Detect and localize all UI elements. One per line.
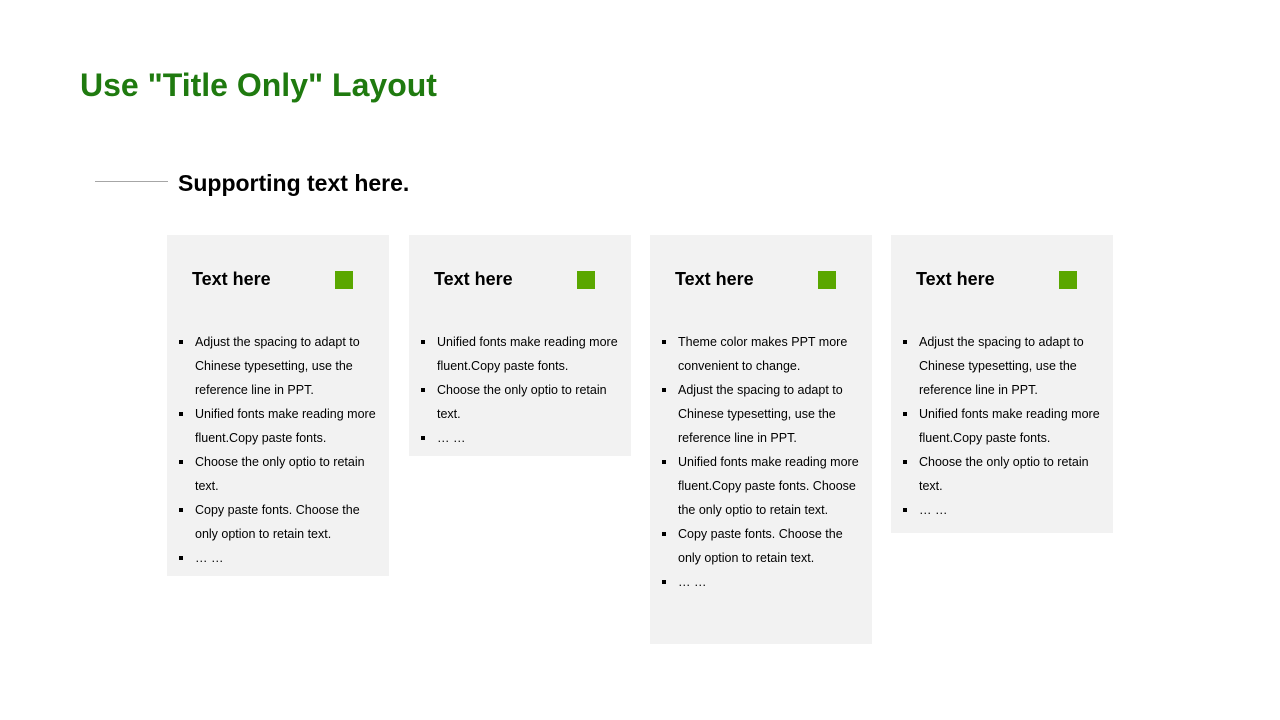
content-card-4[interactable]	[891, 235, 1113, 533]
accent-square-icon	[818, 271, 836, 289]
bullet-icon	[179, 340, 183, 344]
bullet-icon	[903, 340, 907, 344]
card-heading[interactable]: Text here	[916, 269, 995, 289]
content-card-1[interactable]	[167, 235, 389, 576]
list-item[interactable]: Choose the only optio to retain text.	[419, 378, 625, 426]
card-heading[interactable]: Text here	[192, 269, 271, 289]
bullet-icon	[421, 436, 425, 440]
list-item[interactable]: … …	[660, 570, 866, 594]
bullet-icon	[179, 460, 183, 464]
bullet-icon	[662, 532, 666, 536]
list-item[interactable]: … …	[901, 498, 1107, 522]
list-item[interactable]: Copy paste fonts. Choose the only option to retain text.	[660, 522, 866, 570]
slide-title[interactable]: Use "Title Only" Layout	[80, 67, 437, 103]
bullet-list	[177, 330, 383, 570]
list-item[interactable]: Unified fonts make reading more fluent.Copy paste fonts.	[901, 402, 1107, 450]
card-heading[interactable]: Text here	[434, 269, 513, 289]
list-item[interactable]: Unified fonts make reading more fluent.Copy paste fonts.	[419, 330, 625, 378]
bullet-list	[419, 330, 625, 450]
list-item[interactable]: Adjust the spacing to adapt to Chinese typesetting, use the reference line in PPT.	[901, 330, 1107, 402]
bullet-icon	[662, 340, 666, 344]
list-item[interactable]: Adjust the spacing to adapt to Chinese typesetting, use the reference line in PPT.	[177, 330, 383, 402]
bullet-icon	[421, 340, 425, 344]
list-item[interactable]: Choose the only optio to retain text.	[177, 450, 383, 498]
bullet-icon	[903, 460, 907, 464]
accent-square-icon	[1059, 271, 1077, 289]
content-card-3[interactable]	[650, 235, 872, 644]
list-item[interactable]: Theme color makes PPT more convenient to change.	[660, 330, 866, 378]
content-card-2[interactable]	[409, 235, 631, 456]
bullet-icon	[903, 508, 907, 512]
accent-square-icon	[335, 271, 353, 289]
bullet-list	[901, 330, 1107, 522]
bullet-icon	[662, 580, 666, 584]
subtitle-divider-line	[95, 181, 168, 182]
card-heading[interactable]: Text here	[675, 269, 754, 289]
bullet-list	[660, 330, 866, 594]
bullet-icon	[662, 388, 666, 392]
bullet-icon	[179, 556, 183, 560]
list-item[interactable]: Choose the only optio to retain text.	[901, 450, 1107, 498]
bullet-icon	[662, 460, 666, 464]
bullet-icon	[903, 412, 907, 416]
accent-square-icon	[577, 271, 595, 289]
list-item[interactable]: Unified fonts make reading more fluent.Copy paste fonts. Choose the only optio to retain text.	[660, 450, 866, 522]
bullet-icon	[179, 412, 183, 416]
slide-subtitle[interactable]: Supporting text here.	[178, 170, 410, 196]
list-item[interactable]: Unified fonts make reading more fluent.Copy paste fonts.	[177, 402, 383, 450]
bullet-icon	[421, 388, 425, 392]
list-item[interactable]: Adjust the spacing to adapt to Chinese typesetting, use the reference line in PPT.	[660, 378, 866, 450]
list-item[interactable]: … …	[419, 426, 625, 450]
list-item[interactable]: Copy paste fonts. Choose the only option to retain text.	[177, 498, 383, 546]
bullet-icon	[179, 508, 183, 512]
list-item[interactable]: … …	[177, 546, 383, 570]
